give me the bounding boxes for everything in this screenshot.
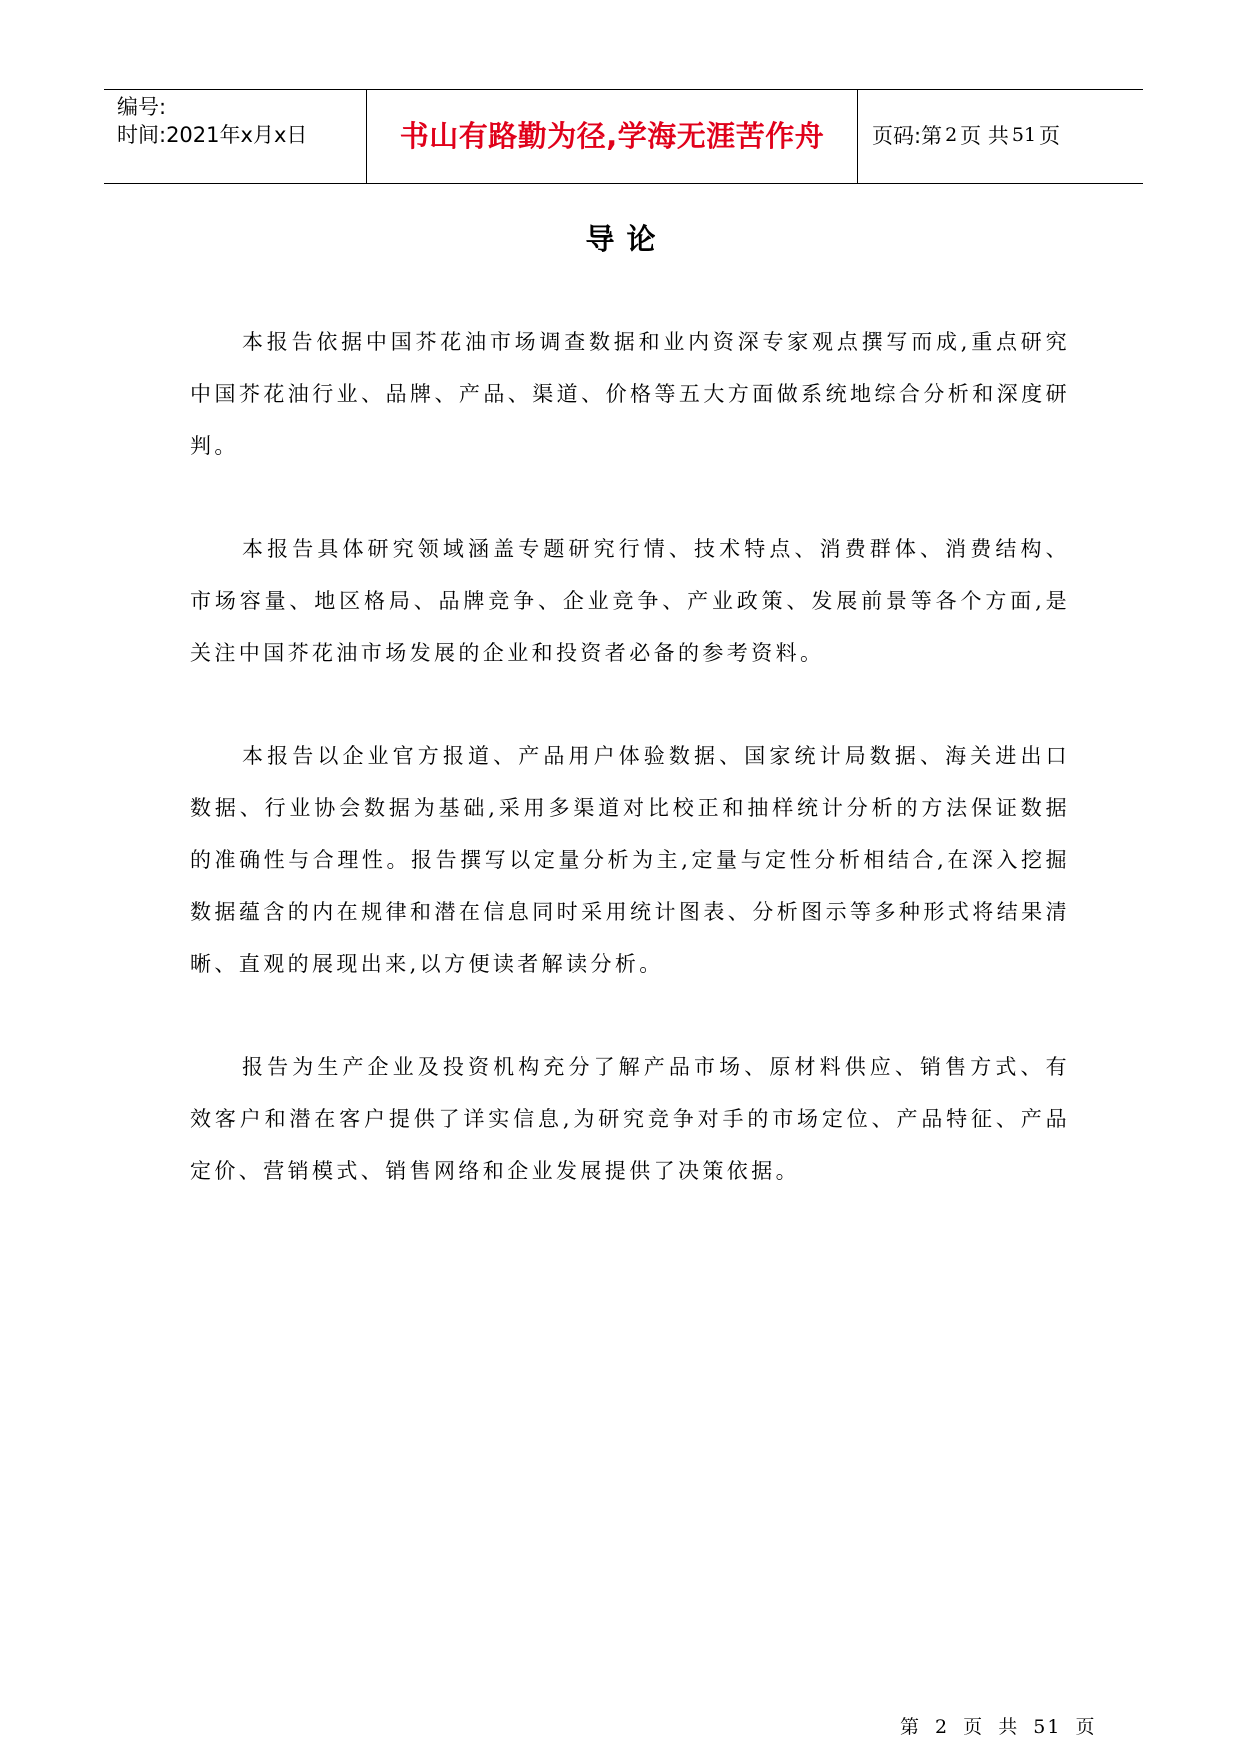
page-current: 2 (945, 123, 958, 146)
document-header (104, 89, 1143, 184)
paragraph: 本报告以企业官方报道、产品用户体验数据、国家统计局数据、海关进出口数据、行业协会数据为基础,采用多渠道对比校正和抽样统计分析的方法保证数据的准确性与合理性。报告撰写以定量分析为主,定量与定性分析相结合,在深入挖掘数据蕴含的内在规律和潜在信息同时采用统计图表、分析图示等多种形式将结果清晰、直观的展现出来,以方便读者解读分析。 (190, 744, 1070, 976)
document-number-label: 编号: (117, 95, 167, 119)
page-prefix: 页码:第 (872, 123, 943, 148)
section-title: 导论 (585, 222, 668, 256)
paragraph: 本报告依据中国芥花油市场调查数据和业内资深专家观点撰写而成,重点研究中国芥花油行业、品牌、产品、渠道、价格等五大方面做系统地综合分析和深度研判。 (190, 330, 1070, 458)
document-time-label: 时间:2021年x月x日 (117, 123, 308, 147)
header-motto: 书山有路勤为径,学海无涯苦作舟 (399, 119, 825, 153)
paragraph: 报告为生产企业及投资机构充分了解产品市场、原材料供应、销售方式、有效客户和潜在客户提供了详实信息,为研究竞争对手的市场定位、产品特征、产品定价、营销模式、销售网络和企业发展提供了决策依据。 (190, 1055, 1070, 1183)
header-motto-cell (367, 90, 858, 183)
page-mid: 页 共 (960, 123, 1009, 148)
body-text (190, 316, 1070, 1248)
header-page-cell (858, 90, 1143, 183)
page-footer: 第 2 页 共 51 页 (900, 1716, 1097, 1738)
paragraph: 本报告具体研究领域涵盖专题研究行情、技术特点、消费群体、消费结构、市场容量、地区格局、品牌竞争、企业竞争、产业政策、发展前景等各个方面,是关注中国芥花油市场发展的企业和投资者必备的参考资料。 (190, 537, 1070, 665)
page-total: 51 (1011, 123, 1037, 146)
page-suffix: 页 (1039, 123, 1061, 148)
header-meta-cell (104, 90, 367, 183)
